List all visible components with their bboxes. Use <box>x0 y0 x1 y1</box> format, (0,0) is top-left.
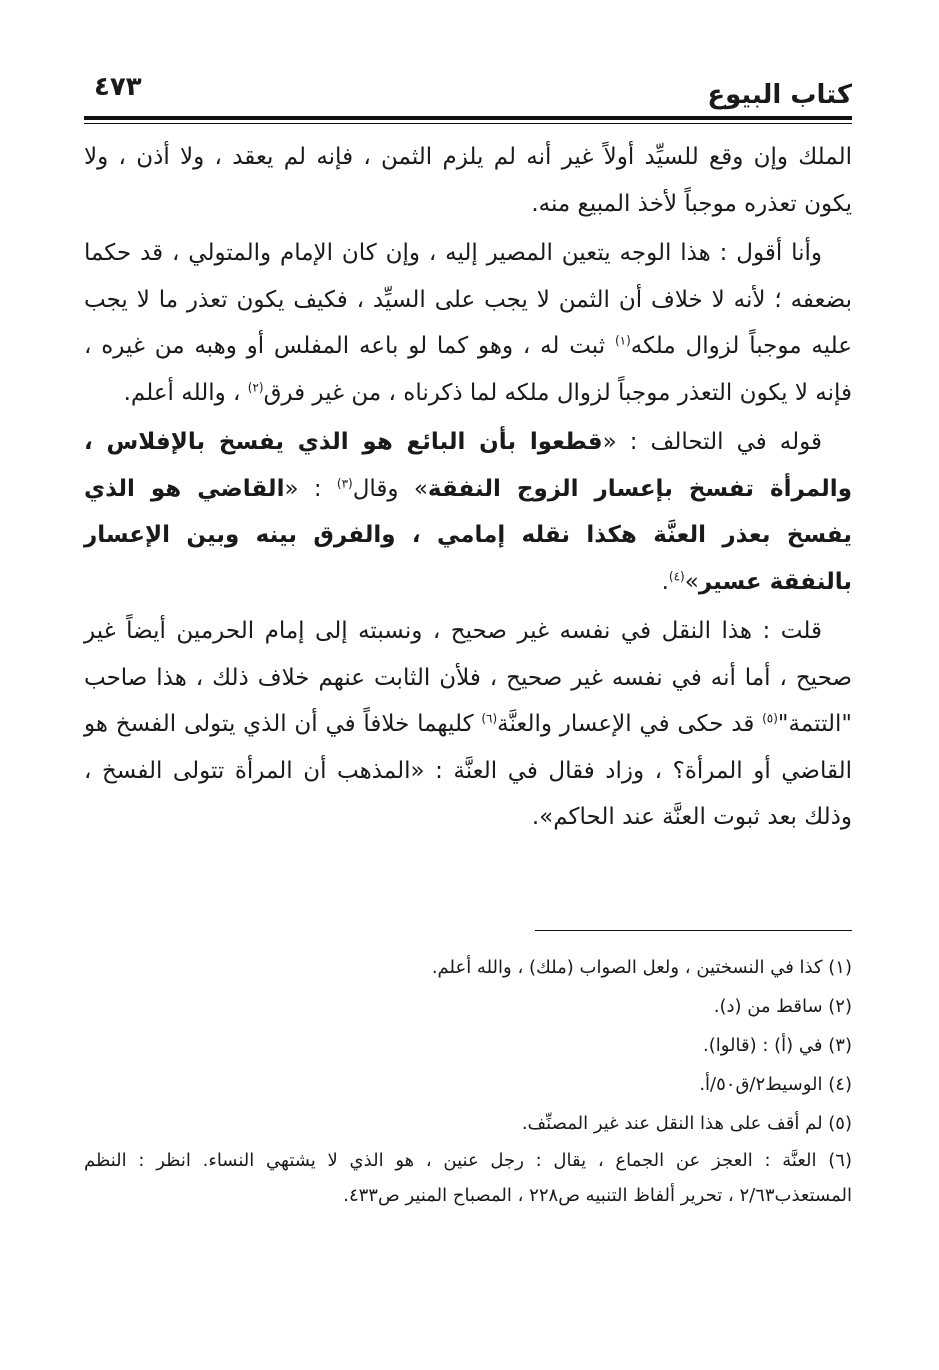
paragraph-2-text-a: وأنا أقول : هذا الوجه يتعين المصير إليه ، وإن كان الإمام والمتولي ، قد حكما بضعفه ؛ لأنه لا خلاف أن الثمن لا يجب على السيِّد ، فكيف يكون تعذر ما لا يجب عليه موجباً لزوال ملكه <box>84 240 852 359</box>
paragraph-4 <box>84 608 852 841</box>
paragraph-4-text-a: قلت : هذا النقل في نفسه غير صحيح ، ونسبته إلى إمام الحرمين أيضاً غير صحيح ، أما أنه في نفسه غير صحيح ، فلأن الثابت عنهم خلاف ذلك ، هذا صاحب "التتمة" <box>84 618 852 737</box>
footnotes <box>84 948 852 1213</box>
footnote-2: (٢) ساقط من (د). <box>713 996 852 1017</box>
main-text <box>84 134 852 844</box>
paragraph-3-text-d: : « <box>284 475 337 502</box>
paragraph-1: الملك وإن وقع للسيِّد أولاً غير أنه لم يلزم الثمن ، فإنه لم يعقد ، ولا أذن ، ولا يكون تعذره موجباً لأخذ المبيع منه. <box>84 144 852 217</box>
footnote-separator <box>535 930 852 931</box>
footnote-1: (١) كذا في النسختين ، ولعل الصواب (ملك) ، والله أعلم. <box>431 957 852 978</box>
running-title: كتاب البيوع <box>707 80 852 110</box>
paragraph-3 <box>84 419 852 605</box>
quote-1-bold: قطعوا بأن البائع هو الذي يفسخ بالإفلاس ، والمرأة تفسخ بإعسار الزوج النفقة <box>84 429 852 502</box>
paragraph-3-text-f: . <box>661 568 669 595</box>
paragraph-4-text-c: كليهما خلافاً في أن الذي يتولى الفسخ هو القاضي أو المرأة؟ ، وزاد فقال في العنَّة : «المذهب أن المرأة تتولى الفسخ ، وذلك بعد ثبوت العنَّة عند الحاكم». <box>84 711 852 830</box>
header-rule-thick <box>84 116 852 120</box>
quote-2-bold: القاضي هو الذي يفسخ بعذر العنَّة هكذا نقله إمامي ، والفرق بينه وبين الإعسار بالنفقة عسير <box>84 475 852 595</box>
page-header <box>84 58 852 116</box>
paragraph-3-text-c: » وقال <box>352 475 428 502</box>
paragraph-3-text-e: » <box>684 568 699 595</box>
footnote-4: (٤) الوسيط٢/ق٥٠/أ. <box>699 1074 852 1095</box>
footnote-3: (٣) في (أ) : (قالوا). <box>703 1035 852 1056</box>
paragraph-4-text-b: قد حكى في الإعسار والعنَّة <box>497 711 763 737</box>
paragraph-2-text-b: ثبت له ، وهو كما لو باعه المفلس أو وهبه من غيره ، فإنه لا يكون التعذر موجباً لزوال ملكه لما ذكرناه ، من غير فرق <box>84 333 852 406</box>
paragraph-3-text-a: قوله في التحالف : « <box>602 429 822 455</box>
footnote-5: (٥) لم أقف على هذا النقل عند غير المصنِّف. <box>521 1113 852 1134</box>
footnote-ref-4: (٤) <box>668 568 685 583</box>
footnote-ref-6: (٦) <box>481 711 498 726</box>
footnote-ref-2: (٢) <box>247 379 264 394</box>
paragraph-2-text-c: ، والله أعلم. <box>123 379 248 406</box>
footnote-ref-3: (٣) <box>336 475 353 490</box>
paragraph-2 <box>84 230 852 416</box>
footnote-ref-1: (١) <box>614 333 631 348</box>
header-rule-thin <box>84 123 852 124</box>
footnote-ref-5: (٥) <box>762 711 778 726</box>
page-number: ٤٧٣ <box>94 72 142 102</box>
footnote-6: (٦) العنَّة : العجز عن الجماع ، يقال : رجل عنين ، هو الذي لا يشتهي النساء. انظر : النظم المستعذب٢/٦٣ ، تحرير ألفاظ التنبيه ص٢٢٨ ، المصباح المنير ص٤٣٣. <box>84 1150 852 1206</box>
